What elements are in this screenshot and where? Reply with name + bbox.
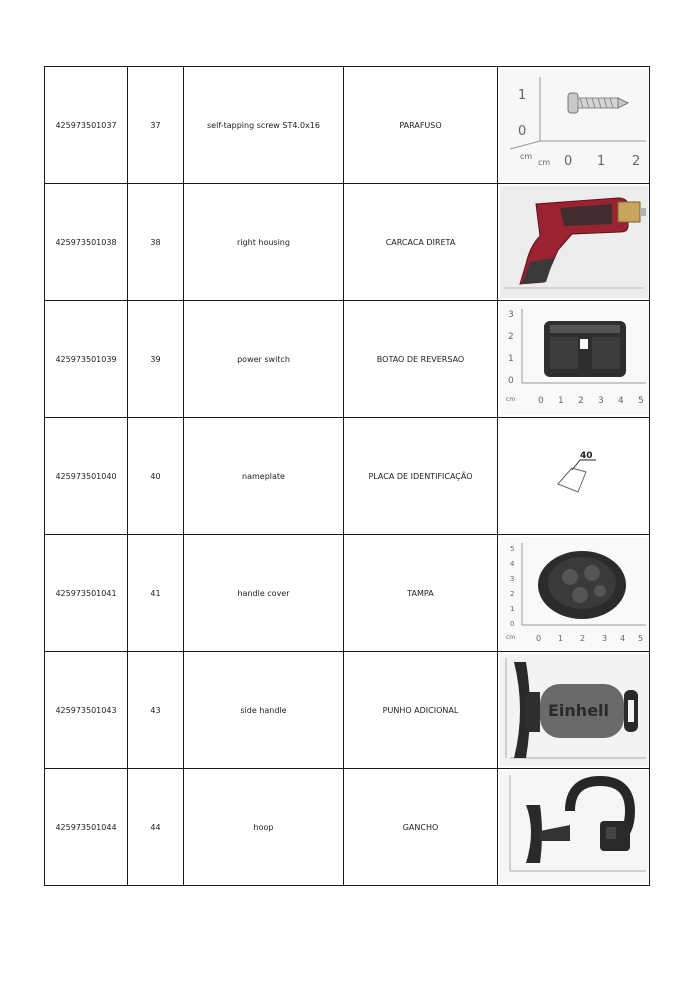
nameplate-drawing (500, 420, 648, 532)
drill-housing-photo (500, 186, 648, 298)
part-name-en: hoop (184, 769, 344, 886)
position-number: 37 (128, 67, 184, 184)
svg-text:2: 2 (631, 154, 640, 169)
svg-text:1: 1 (517, 88, 526, 103)
unit-label: cm (519, 152, 532, 161)
part-image-cell (498, 301, 650, 418)
position-number: 43 (128, 652, 184, 769)
position-number: 38 (128, 184, 184, 301)
part-image-cell (498, 535, 650, 652)
part-name-pt: PLACA DE IDENTIFICAÇÃO (344, 418, 498, 535)
parts-table (44, 66, 650, 886)
part-name-pt: CARCACA DIRETA (344, 184, 498, 301)
article-number: 425973501041 (45, 535, 128, 652)
svg-text:3: 3 (601, 634, 607, 643)
part-name-pt: PARAFUSO (344, 67, 498, 184)
part-name-pt: BOTAO DE REVERSAO (344, 301, 498, 418)
side-handle-photo (500, 654, 648, 766)
part-image-cell (498, 67, 650, 184)
unit-label: cm (537, 158, 550, 167)
position-number: 44 (128, 769, 184, 886)
svg-text:5: 5 (637, 634, 643, 643)
table-row (45, 301, 650, 418)
handle-cover-photo (500, 537, 648, 649)
unit-label: cm (505, 396, 515, 403)
svg-text:1: 1 (557, 634, 563, 643)
svg-text:0: 0 (517, 124, 526, 139)
table-row (45, 652, 650, 769)
part-image-cell (498, 652, 650, 769)
svg-text:4: 4 (617, 396, 624, 406)
svg-text:4: 4 (509, 560, 514, 568)
svg-text:0: 0 (563, 154, 572, 169)
svg-text:0: 0 (535, 634, 541, 643)
position-number: 40 (128, 418, 184, 535)
svg-text:5: 5 (637, 396, 644, 406)
svg-text:4: 4 (619, 634, 625, 643)
svg-text:3: 3 (597, 396, 604, 406)
svg-text:3: 3 (509, 575, 514, 583)
part-image-cell (498, 769, 650, 886)
screw-photo (500, 69, 648, 181)
svg-text:1: 1 (509, 605, 514, 613)
unit-label: cm (505, 634, 515, 641)
position-number: 41 (128, 535, 184, 652)
article-number: 425973501040 (45, 418, 128, 535)
svg-text:2: 2 (579, 634, 585, 643)
article-number: 425973501037 (45, 67, 128, 184)
table-row (45, 769, 650, 886)
table-row (45, 535, 650, 652)
part-name-en: power switch (184, 301, 344, 418)
part-name-pt: PUNHO ADICIONAL (344, 652, 498, 769)
svg-text:1: 1 (507, 354, 514, 364)
article-number: 425973501043 (45, 652, 128, 769)
svg-text:5: 5 (509, 545, 514, 553)
svg-text:1: 1 (557, 396, 564, 406)
svg-text:2: 2 (577, 396, 584, 406)
part-name-pt: GANCHO (344, 769, 498, 886)
table-row (45, 67, 650, 184)
svg-text:2: 2 (509, 590, 514, 598)
article-number: 425973501038 (45, 184, 128, 301)
part-name-pt: TAMPA (344, 535, 498, 652)
part-name-en: right housing (184, 184, 344, 301)
part-name-en: self-tapping screw ST4.0x16 (184, 67, 344, 184)
switch-photo (500, 303, 648, 415)
part-image-cell (498, 418, 650, 535)
svg-text:0: 0 (507, 376, 514, 386)
callout-number: 40 (579, 451, 593, 461)
brand-logo: Einhell (547, 701, 609, 720)
part-name-en: nameplate (184, 418, 344, 535)
svg-text:0: 0 (537, 396, 544, 406)
table-row (45, 184, 650, 301)
table-row (45, 418, 650, 535)
svg-text:1: 1 (596, 154, 605, 169)
article-number: 425973501044 (45, 769, 128, 886)
article-number: 425973501039 (45, 301, 128, 418)
part-name-en: handle cover (184, 535, 344, 652)
position-number: 39 (128, 301, 184, 418)
hoop-photo (500, 771, 648, 883)
part-name-en: side handle (184, 652, 344, 769)
part-image-cell (498, 184, 650, 301)
svg-text:2: 2 (507, 332, 514, 342)
svg-text:0: 0 (509, 620, 514, 628)
svg-text:3: 3 (507, 310, 514, 320)
